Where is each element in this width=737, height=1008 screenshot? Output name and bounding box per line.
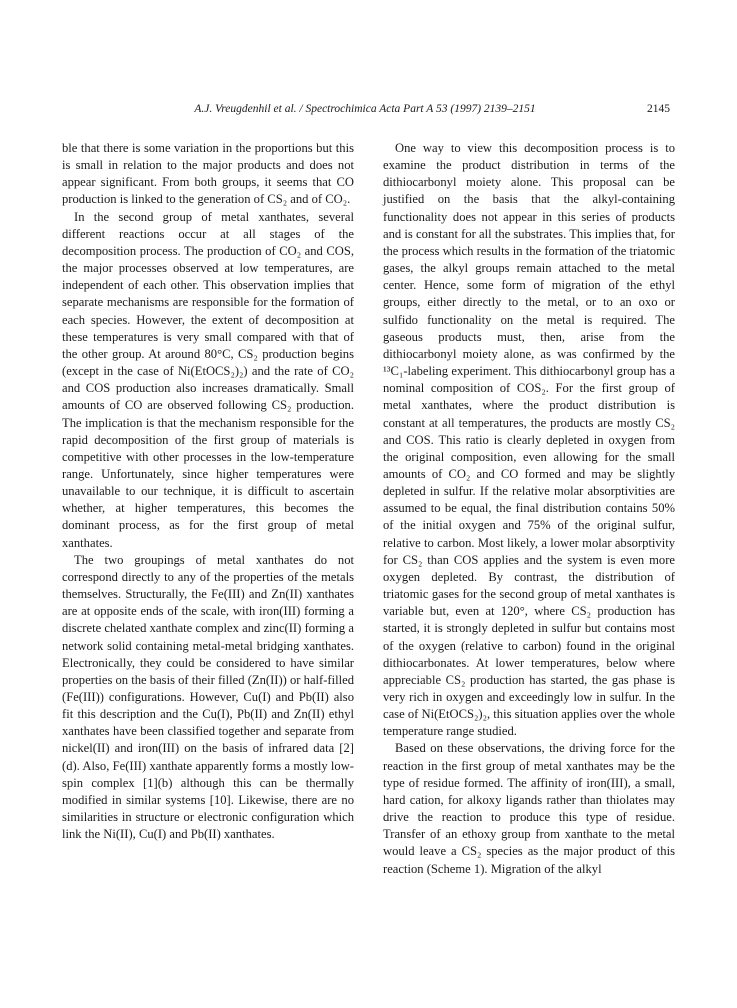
journal-citation: A.J. Vreugdenhil et al. / Spectrochimica Acta Part A 53 (1997) 2139–2151 (194, 103, 536, 115)
paragraph: In the second group of metal xanthates, several different reactions occur at all stages of the decomposition process. The production of CO₂ and COS, the major processes observed at low temperatures, are independent of each other. This observation implies that separate mechanisms are responsible for the formation of each species. However, the extent of decomposition at these temperatures is very small compared with that of the other group. At around 80°C, CS₂ production begins (except in the case of Ni(EtOCS₂)₂) and the rate of CO₂ and COS production also increases dramatically. Small amounts of CO are observed following CS₂ production. The implication is that the mechanism responsible for the rapid decomposition of the first group of materials is competitive with other processes in the low-temperature range. Unfortunately, since higher temperatures were unavailable to our technique, it is difficult to ascertain whether, at higher temperatures, this becomes the dominant process, as for the first group of metal xanthates. (62, 209, 354, 550)
paragraph: The two groupings of metal xanthates do not correspond directly to any of the properties of the metals themselves. Structurally, the Fe(III) and Zn(II) xanthates are at opposite ends of the scale, with iron(III) forming a discrete chelated xanthate complex and zinc(II) forming a network solid containing metal-metal bridging xanthates. Electronically, they could be considered to have similar properties on the basis of their filled (Zn(II)) or half-filled (Fe(III)) configurations. However, Cu(I) and Pb(II) also fit this description and the Cu(I), Pb(II) and Zn(II) ethyl xanthates have been classified together and separate from nickel(II) and iron(III) on the basis of infrared data [2](d). Also, Fe(III) xanthate apparently forms a mostly low-spin complex [1](b) although this can be thermally modified in similar systems [10]. Likewise, there are no similarities in structure or electronic configuration which link the Ni(II), Cu(I) and Pb(II) xanthates. (62, 552, 354, 842)
right-text-column (383, 140, 675, 878)
running-head (60, 101, 670, 117)
paragraph-continued: ble that there is some variation in the proportions but this is small in relation to the major products and does not appear significant. From both groups, it seems that CO production is linked to the generation of CS₂ and of CO₂. (62, 141, 354, 207)
page-number: 2145 (647, 103, 670, 115)
left-text-column (62, 140, 354, 843)
paragraph: Based on these observations, the driving force for the reaction in the first group of metal xanthates may be the type of residue formed. The affinity of iron(III), a small, hard cation, for alkoxy ligands rather than thiolates may drive the reaction to produce this type of residue. Transfer of an ethoxy group from xanthate to the metal would leave a CS₂ species as the major product of this reaction (Scheme 1). Migration of the alkyl (383, 741, 675, 876)
paragraph: One way to view this decomposition process is to examine the product distribution in terms of the dithiocarbonyl moiety alone. This proposal can be justified on the basis that the alkyl-containing functionality does not appear in this series of products and is constant for all the substrates. This implies that, for the process which results in the formation of the triatomic gases, the alkyl groups remain attached to the metal center. Hence, some form of migration of the ethyl groups, either directly to the metal, or to an oxo or sulfido functionality on the metal is required. The gaseous products must, then, arise from the dithiocarbonyl moiety alone, as was confirmed by the ¹³C₁-labeling experiment. This dithiocarbonyl group has a nominal composition of COS₂. For the first group of metal xanthates, where the product distribution is constant at all temperatures, the products are mostly CS₂ and COS. This ratio is clearly depleted in oxygen from the original composition, even allowing for the small amounts of CO₂ and CO formed and may be slightly depleted in sulfur. If the relative molar absorptivities are assumed to be equal, the final distribution contains 50% of the initial oxygen and 75% of the original sulfur, relative to carbon. Most likely, a lower molar absorptivity for CS₂ than COS applies and the system is even more oxygen depleted. By contrast, the distribution of triatomic gases for the second group of metal xanthates is variable but, even at 120°, where CS₂ production has started, it is strongly depleted in sulfur but contains most of the oxygen (relative to carbon) found in the original dithiocarbonates. At lower temperatures, below where appreciable CS₂ production has started, the gas phase is very rich in oxygen and exceedingly low in sulfur. In the case of Ni(EtOCS₂)₂, this situation applies over the whole temperature range studied. (383, 141, 675, 739)
